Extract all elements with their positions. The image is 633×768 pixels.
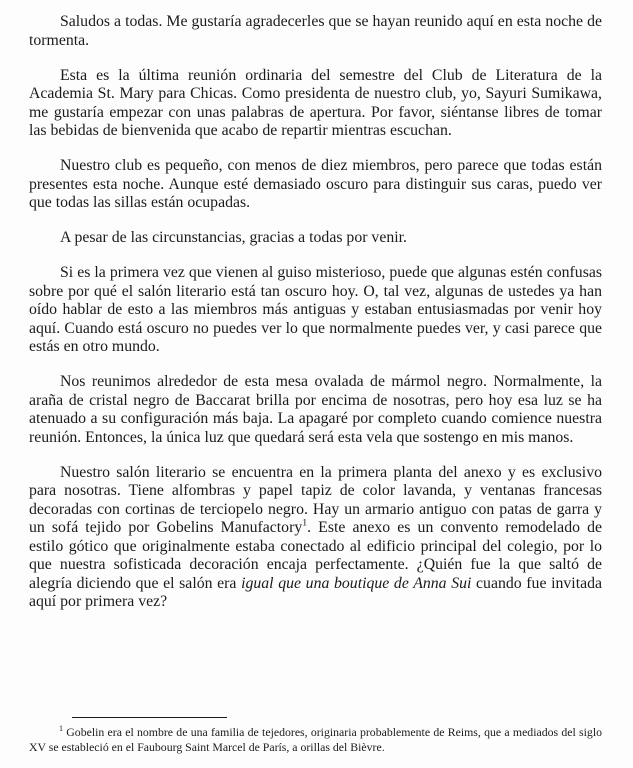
footnote-text (29, 725, 602, 754)
footnote-separator (72, 717, 227, 718)
paragraph (29, 13, 602, 50)
footnote-marker: 1 (59, 724, 64, 734)
paragraph (29, 464, 602, 612)
document-body (29, 13, 602, 612)
footnote-section (29, 717, 602, 754)
text-run: Nuestro club es pequeño, con menos de diez miembros, pero parece que todas están presentes esta noche. Aunque esté demasiado oscuro para distinguir sus caras, puedo ver que todas las sillas están ocupadas. (29, 157, 602, 211)
paragraph (29, 229, 602, 248)
footnote-body: Gobelin era el nombre de una familia de tejedores, originaria probablemente de Reims, que a mediados del siglo XV se estableció en el Faubourg Saint Marcel de París, a orillas del Bièvre. (29, 725, 602, 754)
text-run: Saludos a todas. Me gustaría agradecerles que se hayan reunido aquí en esta noche de tormenta. (29, 13, 602, 49)
text-run: Nos reunimos alrededor de esta mesa ovalada de mármol negro. Normalmente, la araña de cristal negro de Baccarat brilla por encima de nosotras, pero hoy esa luz se ha atenuado a su configuración más baja. La apagaré por completo cuando comience nuestra reunión. Entonces, la única luz que quedará será esta vela que sostengo en mis manos. (29, 373, 602, 446)
paragraph (29, 264, 602, 357)
text-run: A pesar de las circunstancias, gracias a todas por venir. (60, 229, 407, 246)
italic-phrase: igual que una boutique de Anna Sui (241, 574, 472, 592)
paragraph (29, 67, 602, 141)
text-run: Esta es la última reunión ordinaria del semestre del Club de Literatura de la Academia St. Mary para Chicas. Como presidenta de nuestro club, yo, Sayuri Sumikawa, me gustaría empezar con unas palabras de apertura. Por favor, siéntanse libres de tomar las bebidas de bienvenida que acabo de repartir mientras escuchan. (29, 66, 602, 139)
footnote-reference: 1 (302, 517, 308, 529)
text-run: cuando fue invitada aquí por primera vez? (29, 574, 603, 610)
text-run: Si es la primera vez que vienen al guiso misterioso, puede que algunas estén confusas sobre por qué el salón literario está tan oscuro hoy. O, tal vez, algunas de ustedes ya han oído hablar de esto a las miembros más antiguas y estaban entusiasmadas por venir hoy aquí. Cuando está oscuro no puedes ver lo que normalmente puedes ver, y casi parece que estás en otro mundo. (29, 264, 602, 355)
paragraph (29, 373, 602, 447)
paragraph (29, 157, 602, 213)
text-run: . Este anexo es un convento remodelado de estilo gótico que originalmente estaba conectado al edificio principal del colegio, por lo que nuestra sofisticada decoración encaja perfectamente. ¿Quién fue la que saltó de alegría diciendo que el salón era (29, 519, 602, 592)
text-run: Nuestro salón literario se encuentra en la primera planta del anexo y es exclusivo para nosotras. Tiene alfombras y papel tapiz de color lavanda, y ventanas francesas decoradas con cortinas de terciopelo negro. Hay un armario antiguo con patas de garra y un sofá tejido por Gobelins Manufactory (29, 463, 602, 536)
